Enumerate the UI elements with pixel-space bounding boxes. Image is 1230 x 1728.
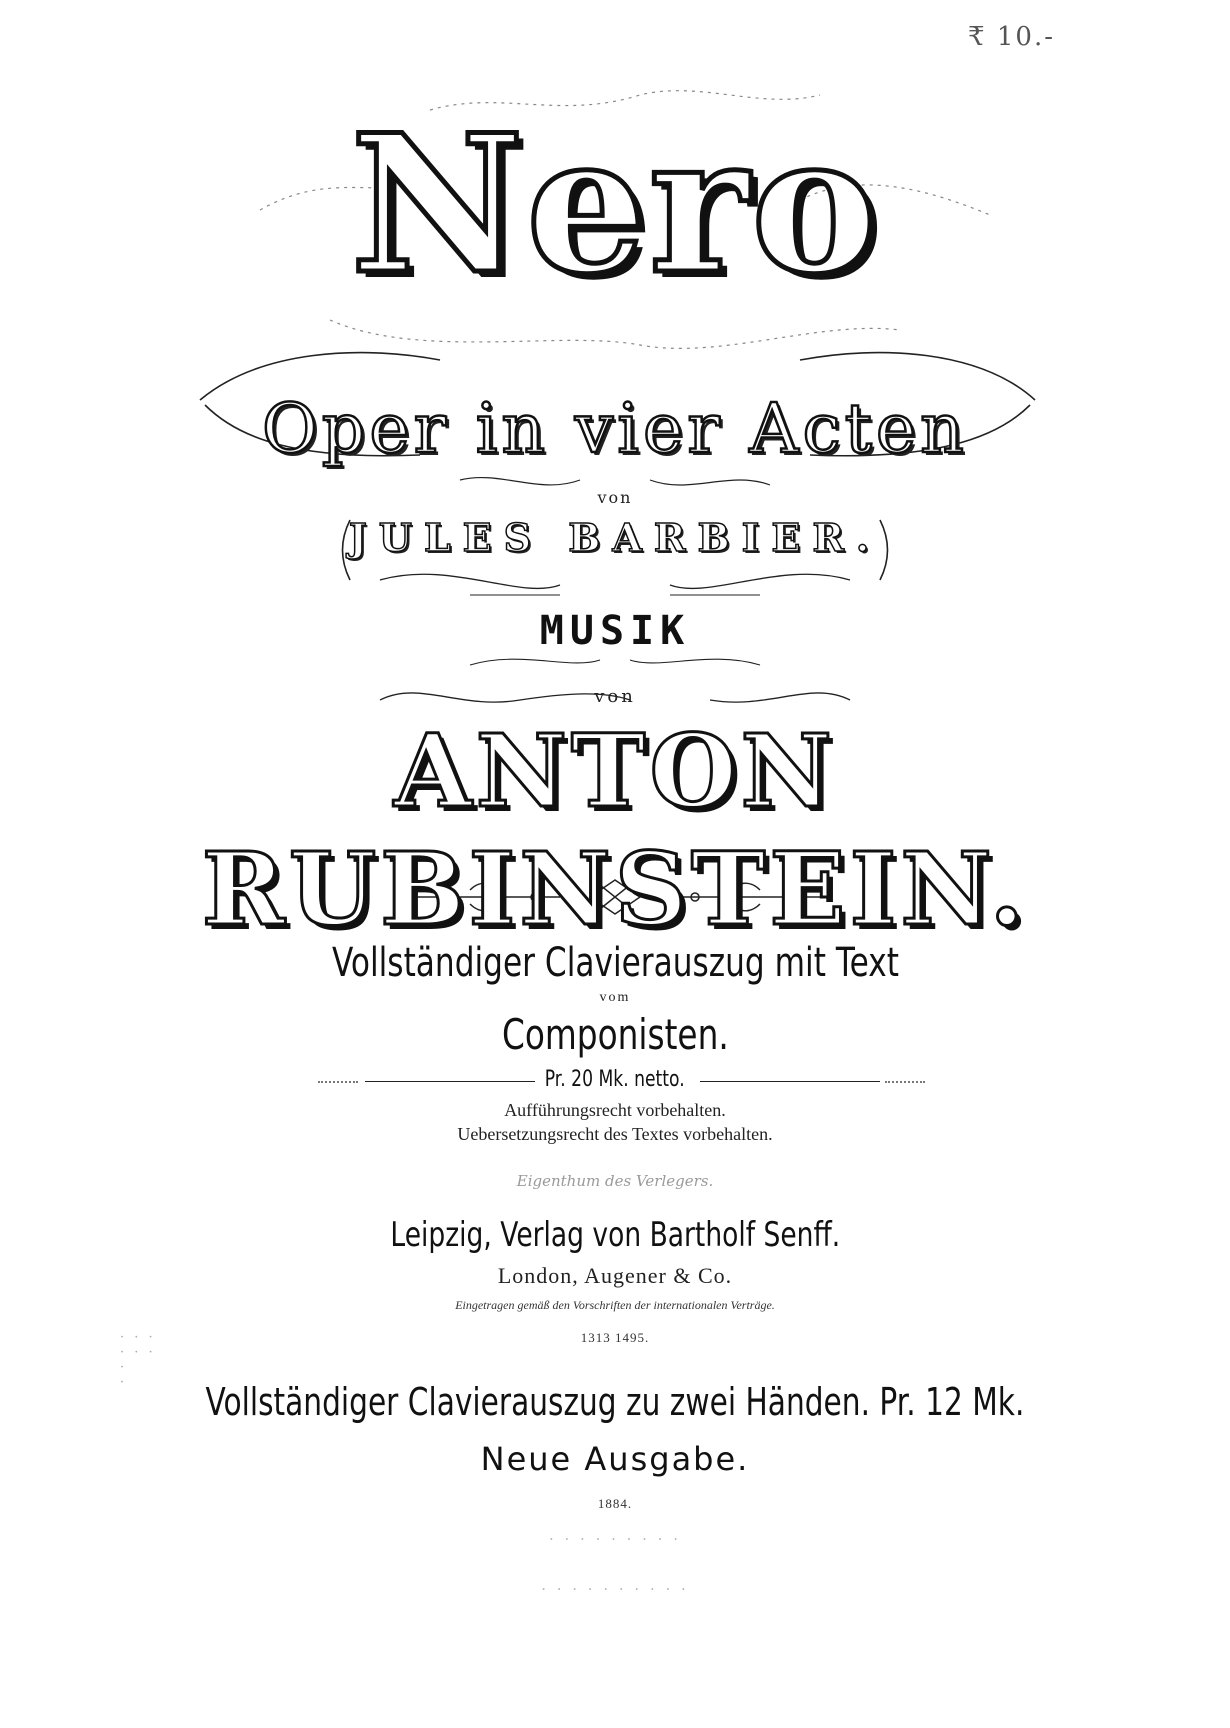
- edition-heading: [0, 940, 1230, 986]
- vom-label: vom: [599, 990, 631, 1005]
- music-label: MUSIK: [539, 608, 691, 654]
- composer-name: ANTON RUBINSTEIN.: [201, 712, 1029, 948]
- library-stamp-2: · · · · · · · · · ·: [541, 1580, 689, 1598]
- library-stamp-1: · · · · · · · · ·: [548, 1530, 682, 1548]
- shelf-mark: ₹ 10.-: [968, 22, 1055, 52]
- margin-marks: · · · · · · · ·: [120, 1330, 156, 1390]
- edition-by: [0, 1010, 1230, 1059]
- edition-by-text: Componisten.: [501, 1010, 729, 1059]
- price: [0, 1067, 1230, 1092]
- translation-rights: Uebersetzungsrecht des Textes vorbehalten.: [457, 1124, 773, 1144]
- performance-rights: Aufführungsrecht vorbehalten.: [504, 1100, 726, 1120]
- second-edition: [0, 1380, 1230, 1424]
- von-label-composer: von: [594, 686, 636, 707]
- year: 1884.: [597, 1496, 633, 1511]
- work-subtitle: Oper in vier Acten: [262, 390, 968, 469]
- edition-heading-text: Vollständiger Clavierauszug mit Text: [331, 940, 899, 986]
- von-label-librettist: von: [597, 488, 633, 507]
- new-edition: Neue Ausgabe.: [480, 1440, 750, 1478]
- property-note: Eigenthum des Verlegers.: [516, 1172, 714, 1190]
- london-agent: London, Augener & Co.: [497, 1263, 733, 1288]
- publisher: [0, 1215, 1230, 1255]
- publisher-text: Leipzig, Verlag von Bartholf Senff.: [390, 1215, 840, 1255]
- registration-note: Eingetragen gemäß den Vorschriften der internationalen Verträge.: [455, 1298, 775, 1312]
- work-title: Nero: [350, 93, 880, 316]
- second-edition-text: Vollständiger Clavierauszug zu zwei Händen. Pr. 12 Mk.: [205, 1380, 1025, 1424]
- plate-numbers: 1313 1495.: [580, 1330, 650, 1345]
- librettist-name: JULES BARBIER.: [348, 515, 882, 560]
- price-text: Pr. 20 Mk. netto.: [545, 1067, 685, 1092]
